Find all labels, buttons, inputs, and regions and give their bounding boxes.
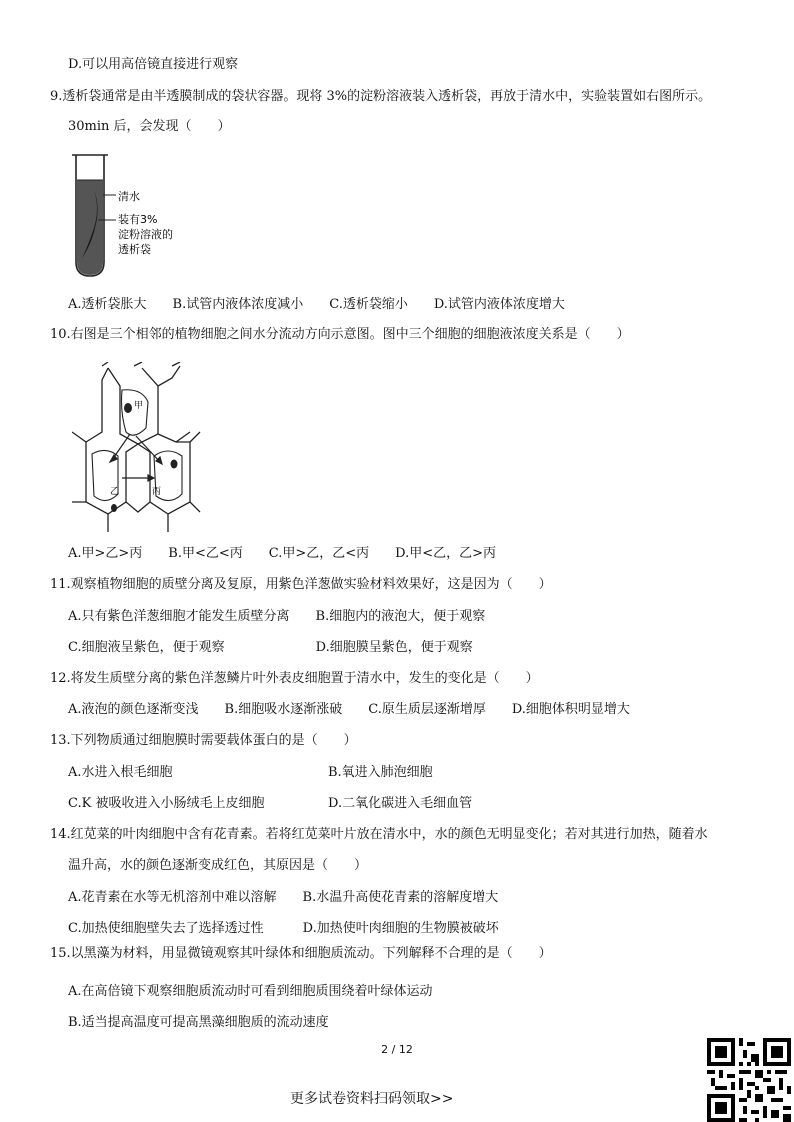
- q15-option-b: B.适当提高温度可提高黑藻细胞质的流动速度: [68, 1015, 329, 1030]
- q11-options-cd: C.细胞液呈紫色，便于观察 D.细胞膜呈紫色，便于观察: [68, 640, 473, 655]
- page-number: 2 / 12: [381, 1043, 413, 1056]
- label-bag-line1: 装有3%: [118, 213, 158, 226]
- footer-promo-text: 更多试卷资料扫码领取>>: [290, 1091, 454, 1107]
- q13-option-c: C.K 被吸收进入小肠绒毛上皮细胞: [68, 796, 265, 811]
- q9-stem-cont: 30min 后，会发现（ ）: [68, 119, 231, 134]
- q11-options-ab: A.只有紫色洋葱细胞才能发生质壁分离 B.细胞内的液泡大，便于观察: [68, 609, 486, 624]
- q8-option-d: D.可以用高倍镜直接进行观察: [68, 57, 239, 72]
- q13-option-a: A.水进入根毛细胞: [68, 765, 173, 780]
- q15-stem: 15.以黑藻为材料，用显微镜观察其叶绿体和细胞质流动。下列解释不合理的是（ ）: [50, 946, 552, 961]
- cell-label-bing: 丙: [152, 487, 162, 497]
- cell-label-yi: 乙: [110, 487, 120, 497]
- q12-stem: 12.将发生质壁分离的紫色洋葱鳞片叶外表皮细胞置于清水中，发生的变化是（ ）: [50, 671, 539, 686]
- q9-options: A.透析袋胀大 B.试管内液体浓度减小 C.透析袋缩小 D.试管内液体浓度增大: [68, 297, 565, 312]
- cell-label-jia: 甲: [134, 401, 144, 411]
- q13-stem: 13.下列物质通过细胞膜时需要载体蛋白的是（ ）: [50, 733, 357, 748]
- q11-stem: 11.观察植物细胞的质壁分离及复原，用紫色洋葱做实验材料效果好，这是因为（ ）: [50, 577, 552, 592]
- q9-stem: 9.透析袋通常是由半透膜制成的袋状容器。现将 3%的淀粉溶液装入透析袋，再放于清水中，实验装置如右图所示。: [50, 89, 712, 104]
- q14-stem: 14.红苋菜的叶肉细胞中含有花青素。若将红苋菜叶片放在清水中，水的颜色无明显变化；若对其进行加热，随着水: [50, 827, 708, 842]
- q14-options-cd: C.加热使细胞壁失去了选择透过性 D.加热使叶肉细胞的生物膜被破坏: [68, 921, 499, 936]
- q10-stem: 10.右图是三个相邻的植物细胞之间水分流动方向示意图。图中三个细胞的细胞液浓度关系是（ ）: [50, 327, 630, 342]
- q13-option-b: B.氧进入肺泡细胞: [328, 765, 433, 780]
- plant-cells-figure: [72, 362, 202, 534]
- label-bag-line3: 透析袋: [118, 243, 151, 256]
- q12-options: A.液泡的颜色逐渐变浅 B.细胞吸水逐渐涨破 C.原生质层逐渐增厚 D.细胞体积明显增大: [68, 702, 630, 717]
- q14-stem-cont: 温升高，水的颜色逐渐变成红色，其原因是（ ）: [68, 858, 368, 873]
- qr-code-icon[interactable]: [707, 1038, 791, 1122]
- q15-option-a: A.在高倍镜下观察细胞质流动时可看到细胞质围绕着叶绿体运动: [68, 984, 433, 999]
- label-bag-line2: 淀粉溶液的: [118, 228, 173, 241]
- q10-options: A.甲>乙>丙 B.甲<乙<丙 C.甲>乙，乙<丙 D.甲<乙，乙>丙: [68, 546, 497, 561]
- q13-option-d: D.二氧化碳进入毛细血管: [328, 796, 473, 811]
- test-tube-figure: [68, 150, 198, 282]
- q14-options-ab: A.花青素在水等无机溶剂中难以溶解 B.水温升高使花青素的溶解度增大: [68, 890, 499, 905]
- label-water: 清水: [118, 190, 140, 203]
